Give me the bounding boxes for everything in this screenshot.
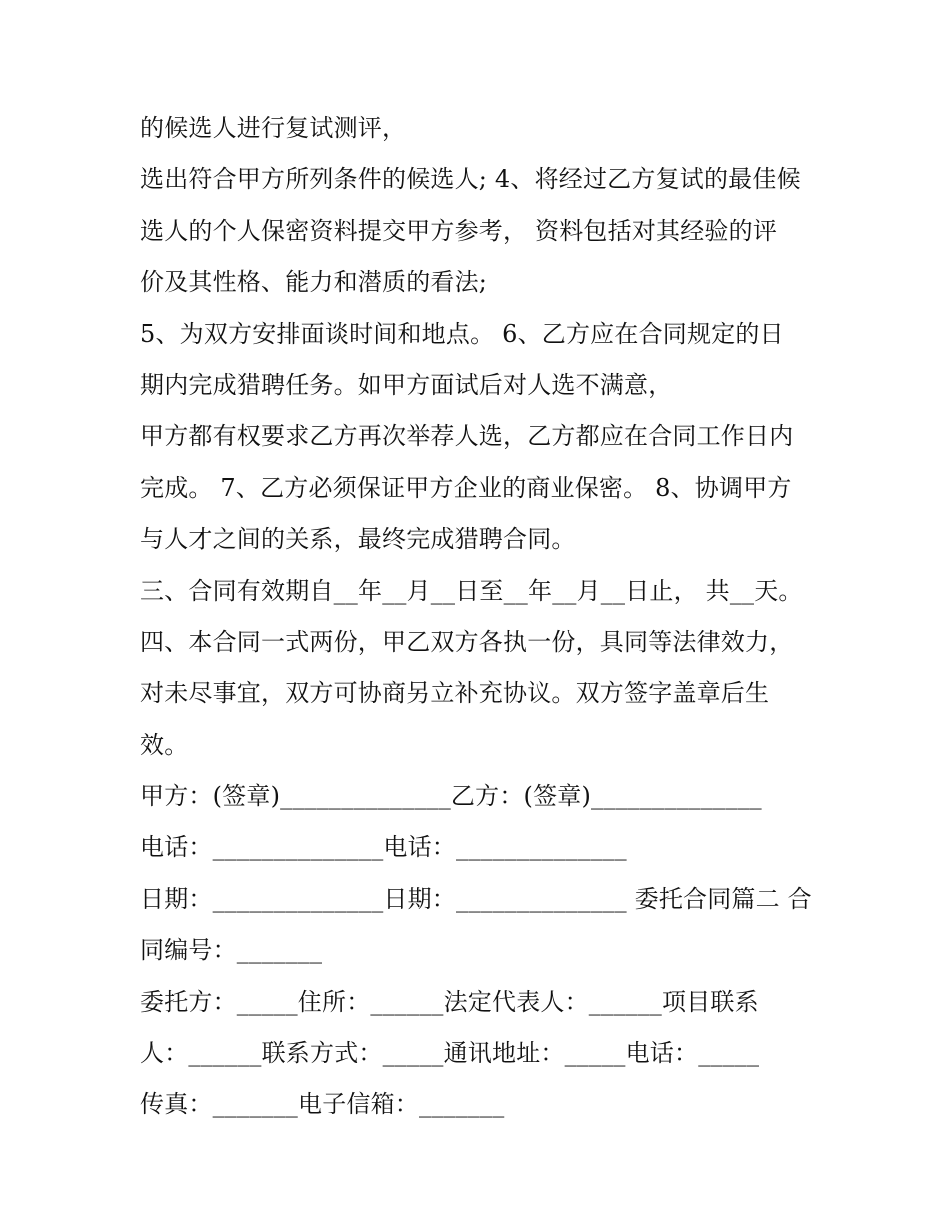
text-line: 期内完成猎聘任务。如甲方面试后对人选不满意，: [140, 370, 673, 399]
contact-info-line: 人：______联系方式：_____通讯地址：_____电话：_____: [140, 1039, 760, 1068]
text-line: 甲方都有权要求乙方再次举荐人选，乙方都应在合同工作日内: [140, 422, 794, 451]
signature-line: 甲方：(签章)______________乙方：(签章)______________: [140, 782, 762, 811]
phone-line: 电话：______________电话：______________: [140, 833, 627, 862]
text-line: 与人才之间的关系，最终完成猎聘合同。: [140, 525, 576, 554]
text-line: 选人的个人保密资料提交甲方参考， 资料包括对其经验的评: [140, 216, 778, 245]
text-line: 四、本合同一式两份，甲乙双方各执一份，具同等法律效力，: [140, 627, 794, 656]
client-info-line: 委托方：_____住所：______法定代表人：______项目联系: [140, 987, 759, 1016]
contract-number-line: 同编号：_______: [140, 936, 323, 965]
text-line: 完成。 7、乙方必须保证甲方企业的商业保密。 8、协调甲方: [140, 473, 792, 502]
fax-email-line: 传真：_______电子信箱：_______: [140, 1090, 505, 1119]
text-line: 5、为双方安排面谈时间和地点。 6、乙方应在合同规定的日: [140, 319, 784, 348]
date-line: 日期：______________日期：______________ 委托合同篇二 合: [140, 884, 812, 913]
text-line: 价及其性格、能力和潜质的看法;: [140, 268, 488, 297]
text-line: 选出符合甲方所列条件的候选人; 4、将经过乙方复试的最佳候: [140, 165, 801, 194]
contract-term-line: 三、合同有效期自__年__月__日至__年__月__日止， 共__天。: [140, 576, 803, 605]
text-line: 效。: [140, 730, 189, 759]
text-line: 的候选人进行复试测评，: [140, 114, 407, 142]
document-body: [140, 103, 820, 1131]
text-line: 对未尽事宜，双方可协商另立补充协议。双方签字盖章后生: [140, 679, 770, 708]
